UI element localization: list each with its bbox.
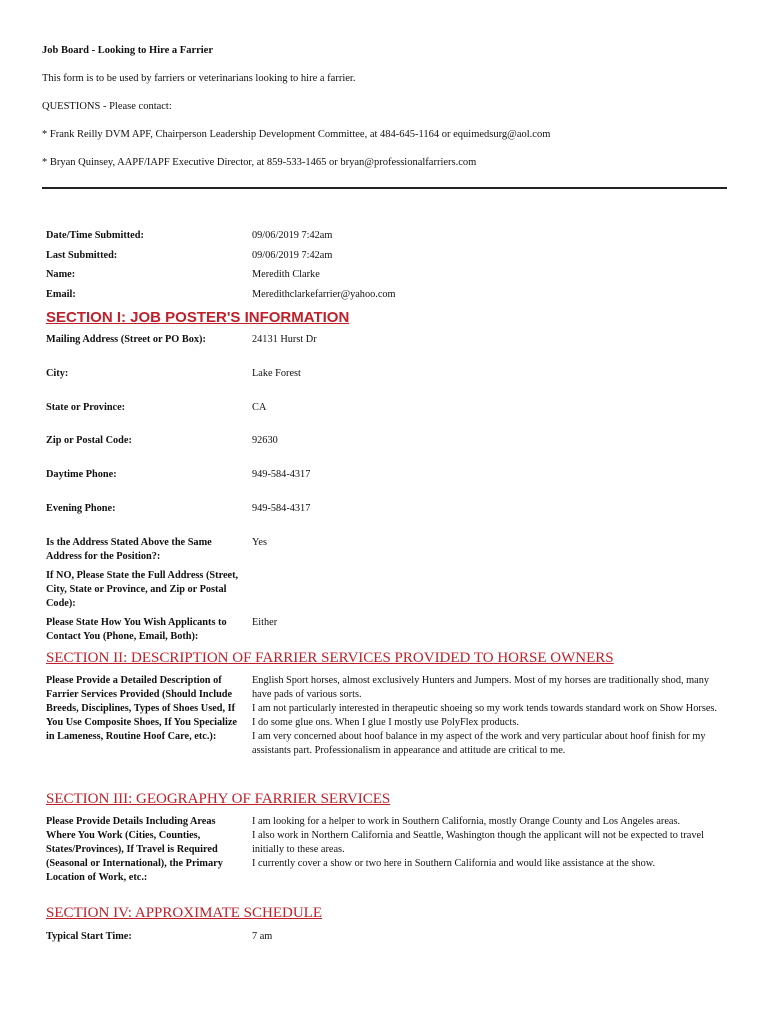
service-description-paragraph: I am very concerned about hoof balance in my aspect of the work and very particular about hoof finish for my assistants part. Professionalism in appearance and attitude are critical to me. xyxy=(252,731,706,756)
section-2-heading: SECTION II: DESCRIPTION OF FARRIER SERVICES PROVIDED TO HORSE OWNERS xyxy=(46,650,614,666)
city-value: Lake Forest xyxy=(252,368,301,379)
submitted-value: 09/06/2019 7:42am xyxy=(252,230,333,241)
name-value: Meredith Clarke xyxy=(252,269,320,280)
full-address-label: If NO, Please State the Full Address (Street, City, State or Province, and Zip or Postal Code): xyxy=(46,570,239,609)
submitted-label: Date/Time Submitted: xyxy=(46,230,144,241)
geography-paragraph: I am looking for a helper to work in Southern California, mostly Orange County and Los Angeles areas. xyxy=(252,816,681,827)
zip-label: Zip or Postal Code: xyxy=(46,435,132,446)
email-value: Meredithclarkefarrier@yahoo.com xyxy=(252,289,396,300)
state-label: State or Province: xyxy=(46,402,126,413)
evening-phone-label: Evening Phone: xyxy=(46,503,116,514)
contact-frank-reilly: * Frank Reilly DVM APF, Chairperson Leadership Development Committee, at 484-645-1164 or equimedsurg@aol.com xyxy=(42,129,551,140)
contact-method-value: Either xyxy=(252,617,278,628)
contact-method-label: Please State How You Wish Applicants to Contact You (Phone, Email, Both): xyxy=(46,617,227,642)
same-address-label: Is the Address Stated Above the Same Address for the Position?: xyxy=(46,537,212,562)
header-divider xyxy=(42,187,727,189)
zip-value: 92630 xyxy=(252,435,278,446)
daytime-phone-value: 949-584-4317 xyxy=(252,469,311,480)
state-value: CA xyxy=(252,402,267,413)
contact-bryan-quinsey: * Bryan Quinsey, AAPF/IAPF Executive Director, at 859-533-1465 or bryan@professionalfarriers.com xyxy=(42,157,477,168)
service-description-paragraph: English Sport horses, almost exclusively Hunters and Jumpers. Most of my horses are traditionally shod, many have pads of various sorts. xyxy=(252,675,710,700)
geography-value xyxy=(252,815,722,871)
service-description-label: Please Provide a Detailed Description of Farrier Services Provided (Should Include Breeds, Disciplines, Types of Shoes Used, If You Use Composite Shoes, If You Specialize in Lameness, Routine Hoof Care, etc.): xyxy=(46,675,237,742)
name-label: Name: xyxy=(46,269,76,280)
form-title: Job Board - Looking to Hire a Farrier xyxy=(42,45,213,56)
section-3-heading: SECTION III: GEOGRAPHY OF FARRIER SERVICES xyxy=(46,791,391,807)
geography-paragraph: I currently cover a show or two here in Southern California and would like assistance at the show. xyxy=(252,858,656,869)
city-label: City: xyxy=(46,368,69,379)
mailing-address-label: Mailing Address (Street or PO Box): xyxy=(46,334,206,345)
questions-heading: QUESTIONS - Please contact: xyxy=(42,101,172,112)
service-description-paragraph: I do some glue ons. When I glue I mostly use PolyFlex products. xyxy=(252,717,519,728)
start-time-value: 7 am xyxy=(252,931,273,942)
mailing-address-value: 24131 Hurst Dr xyxy=(252,334,317,345)
same-address-value: Yes xyxy=(252,537,267,548)
section-1-heading: SECTION I: JOB POSTER'S INFORMATION xyxy=(46,309,350,326)
section-4-heading: SECTION IV: APPROXIMATE SCHEDULE xyxy=(46,905,322,921)
evening-phone-value: 949-584-4317 xyxy=(252,503,311,514)
last-submitted-label: Last Submitted: xyxy=(46,250,118,261)
service-description-value xyxy=(252,674,722,758)
daytime-phone-label: Daytime Phone: xyxy=(46,469,117,480)
form-intro: This form is to be used by farriers or veterinarians looking to hire a farrier. xyxy=(42,73,356,84)
email-label: Email: xyxy=(46,289,76,300)
last-submitted-value: 09/06/2019 7:42am xyxy=(252,250,333,261)
geography-paragraph: I also work in Northern California and Seattle, Washington though the applicant will not be expected to travel initially to these areas. xyxy=(252,830,704,855)
start-time-label: Typical Start Time: xyxy=(46,931,132,942)
geography-label: Please Provide Details Including Areas Where You Work (Cities, Counties, States/Provinces), If Travel is Required (Seasonal or International), the Primary Location of Work, etc.: xyxy=(46,816,223,883)
service-description-paragraph: I am not particularly interested in therapeutic shoeing so my work tends towards standard work on Show Horses. xyxy=(252,703,717,714)
